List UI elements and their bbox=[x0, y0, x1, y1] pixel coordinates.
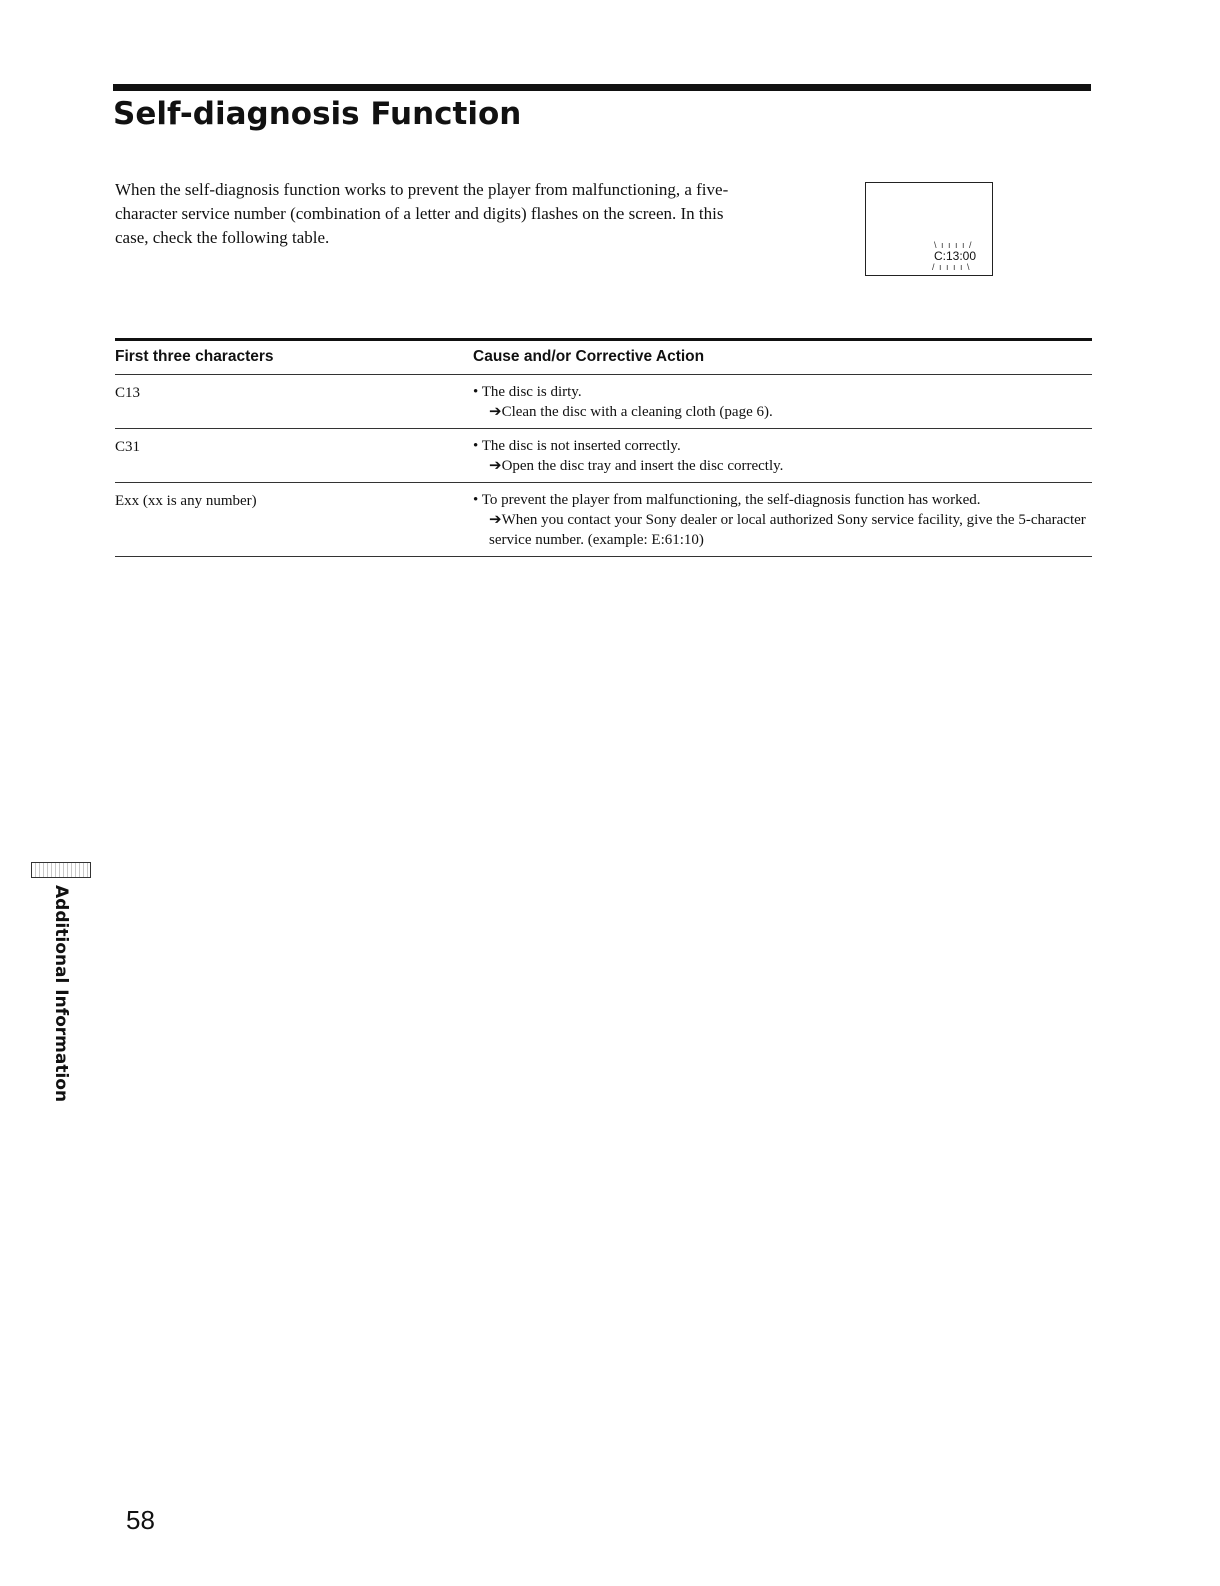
row-code: Exx (xx is any number) bbox=[115, 492, 257, 509]
table-row bbox=[115, 429, 1092, 482]
title-rule bbox=[113, 84, 1091, 91]
section-tab-marker bbox=[31, 862, 91, 878]
table-row bbox=[115, 483, 1092, 556]
page-title: Self-diagnosis Function bbox=[113, 96, 522, 132]
row-action: ➔Clean the disc with a cleaning cloth (page 6). bbox=[489, 403, 773, 420]
row-cause: • To prevent the player from malfunctioning, the self-diagnosis function has worked. bbox=[473, 491, 981, 508]
table-header bbox=[115, 341, 1092, 374]
section-side-label: Additional Information bbox=[51, 885, 71, 1103]
diagnosis-table bbox=[115, 338, 1092, 557]
row-code: C13 bbox=[115, 384, 141, 401]
row-cause: • The disc is not inserted correctly. bbox=[473, 437, 681, 454]
row-action: ➔When you contact your Sony dealer or local authorized Sony service facility, give the 5-character service number. (example: E:61:10) bbox=[489, 511, 1086, 548]
service-number-readout: C:13:00 bbox=[934, 249, 977, 263]
row-action: ➔Open the disc tray and insert the disc correctly. bbox=[489, 457, 784, 474]
screen-display-illustration bbox=[865, 182, 993, 276]
header-cause-action: Cause and/or Corrective Action bbox=[473, 348, 705, 365]
intro-paragraph: When the self-diagnosis function works to prevent the player from malfunctioning, a five-character service number (combination of a letter and digits) flashes on the screen. In this case, check the following table. bbox=[115, 180, 729, 247]
flash-rays-top: \ ı ı ı ı / bbox=[934, 240, 973, 250]
table-row bbox=[115, 375, 1092, 428]
page-number: 58 bbox=[126, 1505, 155, 1535]
row-code: C31 bbox=[115, 438, 141, 455]
row-cause: • The disc is dirty. bbox=[473, 383, 582, 400]
flash-rays-bottom: / ı ı ı ı \ bbox=[932, 262, 971, 272]
header-first-three-characters: First three characters bbox=[115, 348, 274, 365]
